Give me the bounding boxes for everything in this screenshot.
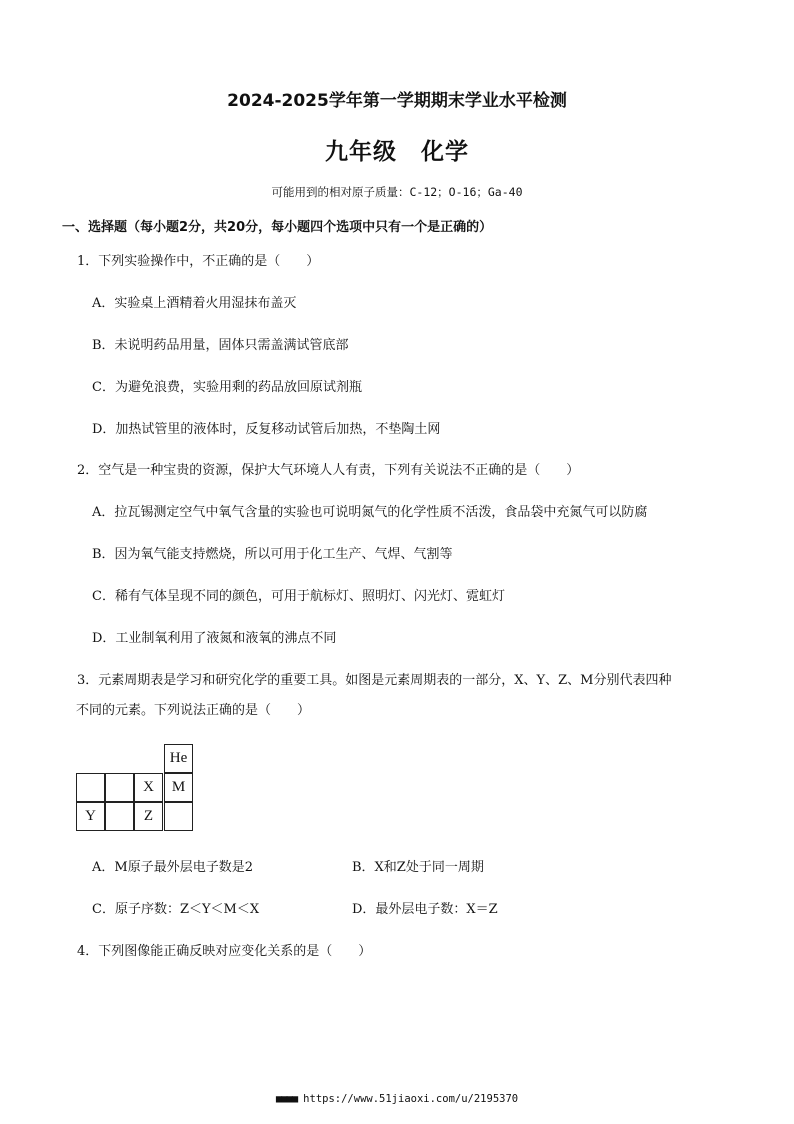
question-2-option-d: D．工业制氧利用了液氮和液氧的沸点不同 xyxy=(92,631,337,646)
question-3-stem-line-2: 不同的元素。下列说法正确的是（ ） xyxy=(76,703,311,718)
question-2-option-b: B．因为氧气能支持燃烧，所以可用于化工生产、气焊、气割等 xyxy=(92,547,453,562)
periodic-cell-z: Z xyxy=(134,802,163,831)
periodic-cell-m: M xyxy=(164,773,193,802)
page-footer xyxy=(0,1093,794,1105)
question-2-option-a: A．拉瓦锡测定空气中氧气含量的实验也可说明氮气的化学性质不活泼，食品袋中充氮气可以防腐 xyxy=(92,505,648,520)
footer-watermark: ■■■■ xyxy=(275,1093,298,1105)
question-1-option-c: C．为避免浪费，实验用剩的药品放回原试剂瓶 xyxy=(92,380,362,395)
question-3-option-d: D．最外层电子数：X＝Z xyxy=(352,902,498,917)
periodic-cell-empty xyxy=(164,802,193,831)
question-3-option-a: A．M原子最外层电子数是2 xyxy=(92,860,253,875)
exam-subtitle: 九年级 化学 xyxy=(325,139,469,165)
periodic-cell-empty xyxy=(105,802,134,831)
exam-title: 2024-2025学年第一学期期末学业水平检测 xyxy=(227,91,567,111)
periodic-cell-y: Y xyxy=(76,802,105,831)
question-3-option-c: C．原子序数：Z＜Y＜M＜X xyxy=(92,902,260,917)
question-3-option-b: B．X和Z处于同一周期 xyxy=(352,860,484,875)
question-2-stem: 2．空气是一种宝贵的资源，保护大气环境人人有责，下列有关说法不正确的是（ ） xyxy=(77,463,580,478)
periodic-cell-empty xyxy=(76,773,105,802)
question-1-option-a: A．实验桌上酒精着火用湿抹布盖灭 xyxy=(92,296,297,311)
atomic-mass-note: 可能用到的相对原子质量：C-12；O-16；Ga-40 xyxy=(271,185,523,199)
periodic-cell-x: X xyxy=(134,773,163,802)
question-1-option-b: B．未说明药品用量，固体只需盖满试管底部 xyxy=(92,338,349,353)
question-4-stem: 4．下列图像能正确反映对应变化关系的是（ ） xyxy=(77,944,372,959)
question-2-option-c: C．稀有气体呈现不同的颜色，可用于航标灯、照明灯、闪光灯、霓虹灯 xyxy=(92,589,505,604)
periodic-table-fragment xyxy=(76,744,194,832)
question-1-stem: 1．下列实验操作中，不正确的是（ ） xyxy=(77,254,320,269)
footer-url-link[interactable]: https://www.51jiaoxi.com/u/2195370 xyxy=(303,1093,519,1105)
periodic-cell-empty xyxy=(105,773,134,802)
section-heading: 一、选择题（每小题2分，共20分，每小题四个选项中只有一个是正确的） xyxy=(62,220,493,235)
question-3-stem-line-1: 3．元素周期表是学习和研究化学的重要工具。如图是元素周期表的一部分，X、Y、Z、M分别代表四种 xyxy=(77,673,672,688)
periodic-cell-he: He xyxy=(164,744,193,773)
question-1-option-d: D．加热试管里的液体时，反复移动试管后加热，不垫陶土网 xyxy=(92,422,441,437)
